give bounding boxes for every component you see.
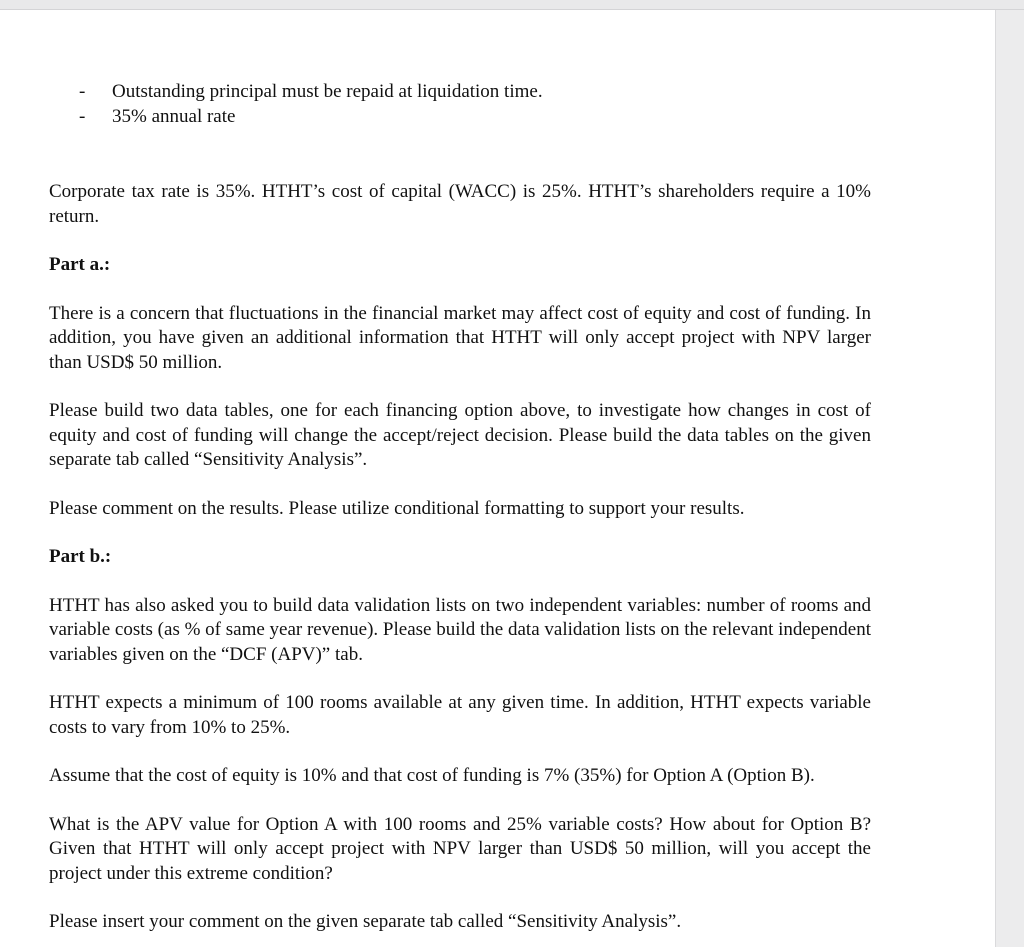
window-top-edge [0, 0, 1024, 10]
part-a-paragraph-3: Please comment on the results. Please utilize conditional formatting to support your results. [49, 497, 745, 519]
part-a-heading: Part a.: [49, 254, 111, 275]
document-page [49, 80, 871, 947]
intro-paragraph: Corporate tax rate is 35%. HTHT’s cost of capital (WACC) is 25%. HTHT’s shareholders require a 10% return. [49, 181, 871, 227]
bullet-item: - 35% annual rate [79, 105, 871, 130]
bullet-list [79, 80, 871, 129]
part-b-paragraph-4: What is the APV value for Option A with 100 rooms and 25% variable costs? How about for Option B? Given that HTHT will only accept project with NPV larger than USD$ 50 million, will you accept the project under this extreme condition? [49, 813, 871, 884]
part-b-paragraph-3: Assume that the cost of equity is 10% and that cost of funding is 7% (35%) for Option A (Option B). [49, 765, 815, 786]
part-a-paragraph-2: Please build two data tables, one for each financing option above, to investigate how changes in cost of equity and cost of funding will change the accept/reject decision. Please build the data tables on the given separate tab called “Sensitivity Analysis”. [49, 400, 871, 470]
part-b-paragraph-1: HTHT has also asked you to build data validation lists on two independent variables: number of rooms and variable costs (as % of same year revenue). Please build the data validation lists on the relevant independent variables given on the “DCF (APV)” tab. [49, 594, 871, 665]
part-b-heading: Part b.: [49, 546, 112, 567]
part-a-paragraph-1: There is a concern that fluctuations in the financial market may affect cost of equity and cost of funding. In addition, you have given an additional information that HTHT will only accept project with NPV larger than USD$ 50 million. [49, 302, 871, 373]
part-b-paragraph-2: HTHT expects a minimum of 100 rooms available at any given time. In addition, HTHT expects variable costs to vary from 10% to 25%. [49, 692, 871, 738]
part-b-paragraph-5: Please insert your comment on the given separate tab called “Sensitivity Analysis”. [49, 911, 682, 932]
scrollbar-gutter[interactable] [995, 10, 1024, 947]
bullet-item: - Outstanding principal must be repaid at liquidation time. [79, 80, 871, 105]
